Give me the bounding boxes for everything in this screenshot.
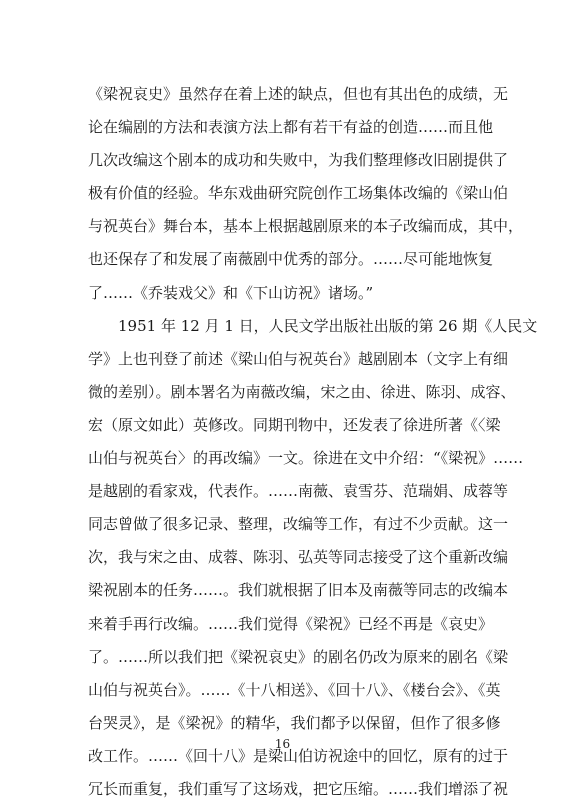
text-line: 梁祝剧本的任务……。我们就根据了旧本及南薇等同志的改编本 [88,581,509,600]
paragraph-1 [88,78,528,310]
text-line: 山伯与祝英台〉的再改编》一文。徐进在文中介绍：“《梁祝》…… [88,449,524,468]
text-line: 山伯与祝英台》。……《十八相送》、《回十八》、《楼台会》、《英 [88,680,501,699]
text-line: 了……《乔装戏父》和《下山访祝》诸场。” [88,283,374,302]
text-line: 与祝英台》舞台本，基本上根据越剧原来的本子改编而成，其中， [88,217,524,236]
text-line: 宏（原文如此）英修改。同期刊物中，还发表了徐进所著《〈梁 [88,415,501,434]
paragraph-2 [88,310,538,806]
text-line: 来着手再行改编。……我们觉得《梁祝》已经不再是《哀史》 [88,614,494,633]
text-line: 几次改编这个剧本的成功和失败中，为我们整理修改旧剧提供了 [88,151,509,170]
text-line: 微的差别）。剧本署名为南薇改编，宋之由、徐进、陈羽、成容、 [88,382,516,401]
body-text [88,78,538,806]
text-line: 论在编剧的方法和表演方法上都有若干有益的创造……而且他 [88,118,494,137]
page-number: 16 [274,737,291,751]
text-line: 改工作。……《回十八》是梁山伯访祝途中的回忆，原有的过于 [88,746,509,765]
text-line: 同志曾做了很多记录、整理，改编等工作，有过不少贡献。这一 [88,515,509,534]
text-line: 是越剧的看家戏，代表作。……南薇、袁雪芬、范瑞娟、成蓉等 [88,482,509,501]
text-line: 学》上也刊登了前述《梁山伯与祝英台》越剧剧本（文字上有细 [88,349,509,368]
text-line: 极有价值的经验。华东戏曲研究院创作工场集体改编的《梁山伯 [88,184,509,203]
text-line: 台哭灵》，是《梁祝》的精华，我们都予以保留，但作了很多修 [88,713,501,732]
text-line: 也还保存了和发展了南薇剧中优秀的部分。……尽可能地恢复 [88,250,494,269]
text-line: 1951 年 12 月 1 日，人民文学出版社出版的第 26 期《人民文 [88,316,538,335]
text-line: 了。……所以我们把《梁祝哀史》的剧名仍改为原来的剧名《梁 [88,647,509,666]
text-line: 《梁祝哀史》虽然存在着上述的缺点，但也有其出色的成绩，无 [88,85,509,103]
text-line: 次，我与宋之由、成蓉、陈羽、弘英等同志接受了这个重新改编 [88,548,509,567]
text-line: 冗长而重复，我们重写了这场戏，把它压缩。……我们增添了祝 [88,779,509,798]
